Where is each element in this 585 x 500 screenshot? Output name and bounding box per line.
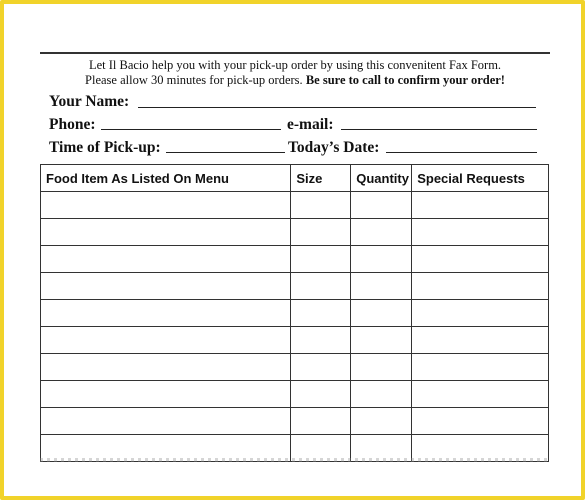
intro-line-2 (40, 73, 550, 88)
phone-label: Phone: (49, 116, 96, 133)
table-row (41, 300, 549, 327)
quantity-cell[interactable] (351, 381, 412, 408)
table-row (41, 408, 549, 435)
quantity-cell[interactable] (351, 354, 412, 381)
quantity-cell[interactable] (351, 273, 412, 300)
header-quantity: Quantity (351, 165, 412, 192)
table-row (41, 219, 549, 246)
top-rule (40, 52, 550, 54)
email-field[interactable] (341, 129, 537, 130)
todays-date-label: Today’s Date: (288, 139, 380, 156)
size-cell[interactable] (291, 408, 351, 435)
table-row (41, 354, 549, 381)
size-cell[interactable] (291, 219, 351, 246)
special-requests-cell[interactable] (412, 381, 549, 408)
food-item-cell[interactable] (41, 219, 291, 246)
size-cell[interactable] (291, 246, 351, 273)
your-name-label: Your Name: (49, 93, 130, 110)
food-item-cell[interactable] (41, 273, 291, 300)
table-row (41, 381, 549, 408)
table-row (41, 192, 549, 219)
intro-line-1: Let Il Bacio help you with your pick-up order by using this convenitent Fax Form. (88, 58, 502, 72)
table-header-row (41, 165, 549, 192)
header-special-requests: Special Requests (412, 165, 549, 192)
quantity-cell[interactable] (351, 219, 412, 246)
order-table (40, 164, 549, 462)
phone-field[interactable] (101, 129, 281, 130)
todays-date-field[interactable] (386, 152, 537, 153)
table-row (41, 273, 549, 300)
header-food-item: Food Item As Listed On Menu (41, 165, 291, 192)
size-cell[interactable] (291, 354, 351, 381)
size-cell[interactable] (291, 300, 351, 327)
quantity-cell[interactable] (351, 246, 412, 273)
food-item-cell[interactable] (41, 192, 291, 219)
email-label: e-mail: (287, 116, 334, 133)
food-item-cell[interactable] (41, 354, 291, 381)
header-size: Size (291, 165, 351, 192)
size-cell[interactable] (291, 273, 351, 300)
size-cell[interactable] (291, 327, 351, 354)
table-row (41, 246, 549, 273)
special-requests-cell[interactable] (412, 219, 549, 246)
special-requests-cell[interactable] (412, 327, 549, 354)
order-rows (41, 192, 549, 462)
intro-text (40, 58, 550, 88)
size-cell[interactable] (291, 381, 351, 408)
special-requests-cell[interactable] (412, 192, 549, 219)
your-name-field[interactable] (138, 107, 536, 108)
quantity-cell[interactable] (351, 327, 412, 354)
special-requests-cell[interactable] (412, 246, 549, 273)
special-requests-cell[interactable] (412, 354, 549, 381)
quantity-cell[interactable] (351, 300, 412, 327)
pickup-time-label: Time of Pick-up: (49, 139, 161, 156)
footer-fine-print (40, 458, 549, 462)
size-cell[interactable] (291, 192, 351, 219)
food-item-cell[interactable] (41, 300, 291, 327)
food-item-cell[interactable] (41, 327, 291, 354)
food-item-cell[interactable] (41, 408, 291, 435)
intro-line-2-bold: Be sure to call to confirm your order! (305, 73, 505, 87)
quantity-cell[interactable] (351, 192, 412, 219)
special-requests-cell[interactable] (412, 273, 549, 300)
quantity-cell[interactable] (351, 408, 412, 435)
intro-line-2-plain: Please allow 30 minutes for pick-up orders. (85, 73, 303, 87)
food-item-cell[interactable] (41, 246, 291, 273)
pickup-time-field[interactable] (166, 152, 285, 153)
special-requests-cell[interactable] (412, 300, 549, 327)
table-row (41, 327, 549, 354)
food-item-cell[interactable] (41, 381, 291, 408)
special-requests-cell[interactable] (412, 408, 549, 435)
